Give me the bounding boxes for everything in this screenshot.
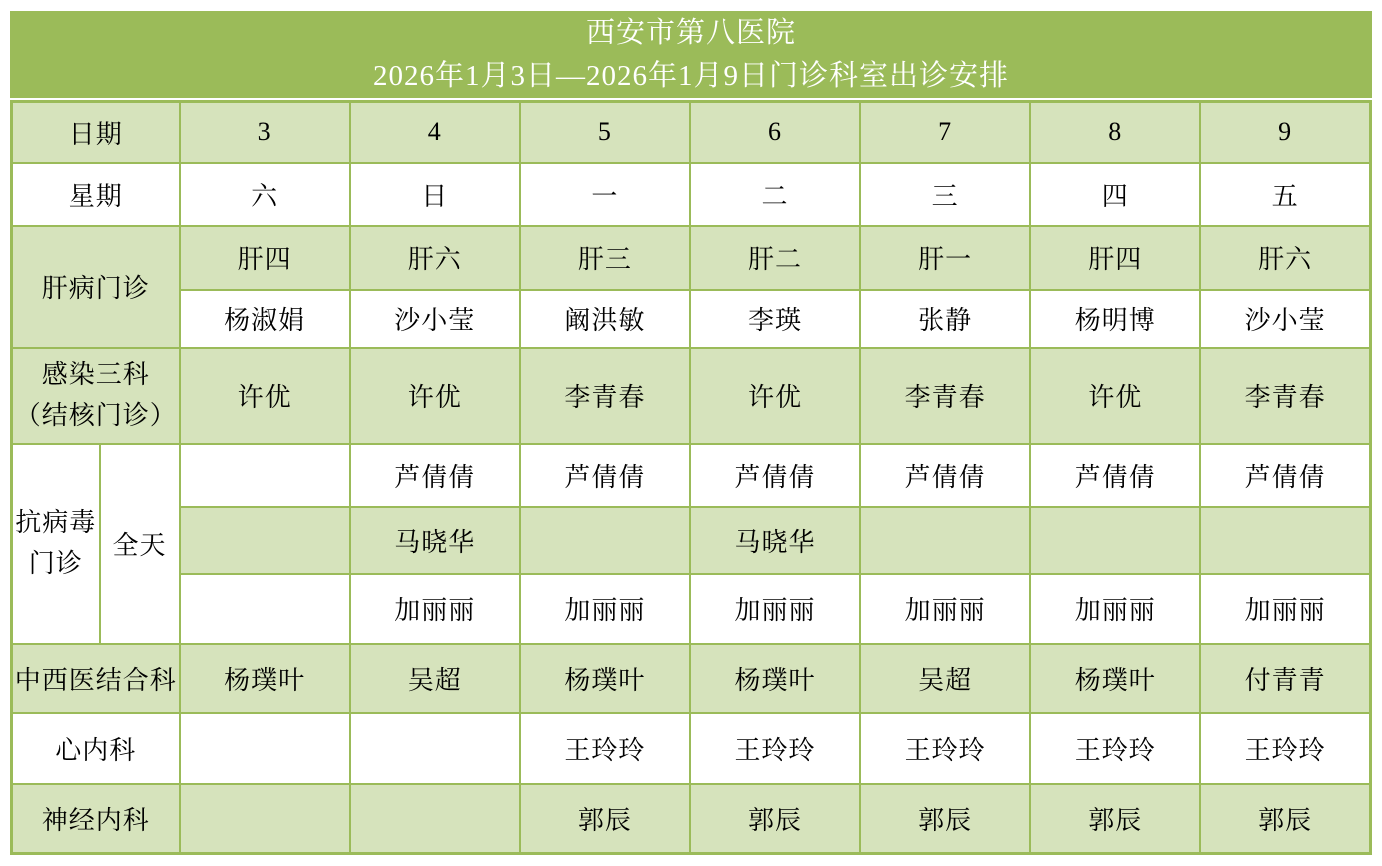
unit-cell: 肝三 [520,226,690,290]
unit-cell: 肝六 [350,226,520,290]
weekday-cell: 三 [860,163,1030,226]
antiviral-row-1 [12,444,1371,507]
infection-dept3-row [12,348,1371,444]
doctor-cell: 杨璞叶 [1030,644,1200,713]
doctor-cell: 马晓华 [690,507,860,574]
doctor-cell [180,713,350,784]
weekday-cell: 四 [1030,163,1200,226]
dept-label-infection-dept3 [12,348,180,444]
doctor-cell: 李青春 [1200,348,1370,444]
doctor-cell: 郭辰 [1030,784,1200,854]
date-row-label: 日期 [12,102,180,163]
doctor-cell [1030,507,1200,574]
doctor-cell [1200,507,1370,574]
hospital-name: 西安市第八医院 [585,17,796,50]
doctor-cell: 李青春 [520,348,690,444]
weekday-row [12,163,1371,226]
doctor-cell: 许优 [350,348,520,444]
dept-label-line2: 门诊 [28,548,83,578]
schedule-sheet [10,11,1372,855]
doctor-cell: 加丽丽 [1200,574,1370,644]
date-cell: 6 [690,102,860,163]
doctor-cell: 李青春 [860,348,1030,444]
doctor-cell: 王玲玲 [1200,713,1370,784]
date-cell: 5 [520,102,690,163]
doctor-cell: 李瑛 [690,290,860,348]
dept-label-integrative-medicine: 中西医结合科 [12,644,180,713]
antiviral-row-2 [12,507,1371,574]
doctor-cell: 加丽丽 [1030,574,1200,644]
doctor-cell: 杨璞叶 [180,644,350,713]
liver-clinic-doctor-row [12,290,1371,348]
doctor-cell: 郭辰 [520,784,690,854]
doctor-cell: 芦倩倩 [860,444,1030,507]
doctor-cell [350,713,520,784]
date-row [12,102,1371,163]
dept-label-line1: 抗病毒 [15,508,97,538]
dept-label-antiviral-clinic [12,444,100,644]
doctor-cell: 芦倩倩 [350,444,520,507]
doctor-cell: 郭辰 [1200,784,1370,854]
doctor-cell: 杨璞叶 [520,644,690,713]
date-cell: 9 [1200,102,1370,163]
doctor-cell: 沙小莹 [350,290,520,348]
schedule-date-range: 2026年1月3日—2026年1月9日门诊科室出诊安排 [372,59,1009,92]
doctor-cell: 吴超 [860,644,1030,713]
doctor-cell: 加丽丽 [690,574,860,644]
dept-label-liver-clinic: 肝病门诊 [12,226,180,348]
doctor-cell: 许优 [180,348,350,444]
antiviral-row-3 [12,574,1371,644]
neurology-row [12,784,1371,854]
doctor-cell: 加丽丽 [520,574,690,644]
doctor-cell: 芦倩倩 [690,444,860,507]
weekday-cell: 一 [520,163,690,226]
weekday-cell: 二 [690,163,860,226]
doctor-cell: 马晓华 [350,507,520,574]
doctor-cell: 王玲玲 [520,713,690,784]
unit-cell: 肝四 [180,226,350,290]
doctor-cell: 吴超 [350,644,520,713]
doctor-cell [180,444,350,507]
schedule-table [10,100,1372,855]
doctor-cell: 许优 [1030,348,1200,444]
date-cell: 4 [350,102,520,163]
unit-cell: 肝一 [860,226,1030,290]
doctor-cell: 张静 [860,290,1030,348]
doctor-cell: 付青青 [1200,644,1370,713]
doctor-cell: 郭辰 [860,784,1030,854]
dept-label-line1: 感染三科 [41,360,150,390]
integrative-medicine-row [12,644,1371,713]
weekday-cell: 日 [350,163,520,226]
unit-cell: 肝二 [690,226,860,290]
weekday-cell: 五 [1200,163,1370,226]
doctor-cell: 杨璞叶 [690,644,860,713]
doctor-cell [350,784,520,854]
date-cell: 3 [180,102,350,163]
dept-label-neurology: 神经内科 [12,784,180,854]
doctor-cell: 郭辰 [690,784,860,854]
title-block [10,11,1372,98]
unit-cell: 肝六 [1200,226,1370,290]
doctor-cell [180,574,350,644]
date-cell: 7 [860,102,1030,163]
doctor-cell: 许优 [690,348,860,444]
doctor-cell: 阚洪敏 [520,290,690,348]
liver-clinic-unit-row [12,226,1371,290]
weekday-cell: 六 [180,163,350,226]
doctor-cell: 芦倩倩 [1030,444,1200,507]
doctor-cell: 王玲玲 [690,713,860,784]
doctor-cell: 王玲玲 [860,713,1030,784]
doctor-cell [520,507,690,574]
cardiology-row [12,713,1371,784]
doctor-cell: 杨淑娟 [180,290,350,348]
unit-cell: 肝四 [1030,226,1200,290]
doctor-cell: 芦倩倩 [1200,444,1370,507]
doctor-cell [180,507,350,574]
doctor-cell: 加丽丽 [860,574,1030,644]
weekday-row-label: 星期 [12,163,180,226]
doctor-cell: 沙小莹 [1200,290,1370,348]
dept-label-cardiology: 心内科 [12,713,180,784]
doctor-cell: 芦倩倩 [520,444,690,507]
doctor-cell: 加丽丽 [350,574,520,644]
doctor-cell: 杨明博 [1030,290,1200,348]
doctor-cell [860,507,1030,574]
date-cell: 8 [1030,102,1200,163]
dept-label-line2: （结核门诊） [14,400,177,430]
time-label-all-day: 全天 [100,444,180,644]
doctor-cell [180,784,350,854]
doctor-cell: 王玲玲 [1030,713,1200,784]
